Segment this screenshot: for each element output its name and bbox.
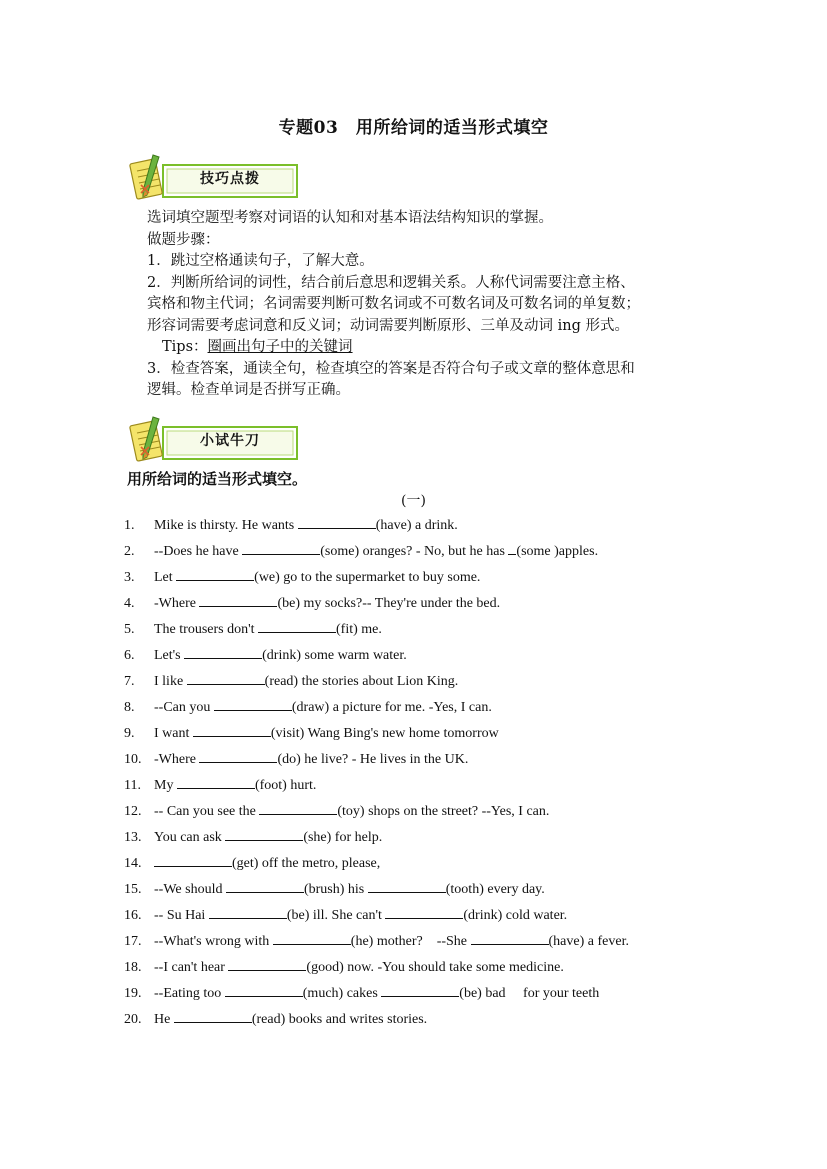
question-text: (be) my socks?-- They're under the bed. xyxy=(277,596,501,611)
question-text: (he) mother? --She xyxy=(350,934,471,949)
answer-blank[interactable] xyxy=(209,905,287,919)
intro-line: 做题步骤： xyxy=(147,231,220,248)
question-number: 13. xyxy=(124,830,142,845)
question-text: (fit) me. xyxy=(336,622,382,637)
question-text: --What's wrong with xyxy=(154,934,273,949)
answer-blank[interactable] xyxy=(298,515,376,529)
question-text: -- Can you see the xyxy=(154,804,260,819)
question-text: (read) books and writes stories. xyxy=(251,1012,428,1027)
question-text: (be) bad for your teeth xyxy=(459,986,600,1001)
question-item xyxy=(124,697,629,723)
answer-blank[interactable] xyxy=(176,567,254,581)
question-item xyxy=(124,593,629,619)
question-item xyxy=(124,827,629,853)
question-number: 19. xyxy=(124,986,142,1001)
answer-blank[interactable] xyxy=(385,905,463,919)
question-text: (brush) his xyxy=(303,882,368,897)
question-item xyxy=(124,1009,629,1035)
question-number: 6. xyxy=(124,648,135,663)
question-item xyxy=(124,645,629,671)
question-text: I want xyxy=(154,726,193,741)
question-item xyxy=(124,515,629,541)
question-text: The trousers don't xyxy=(154,622,259,637)
question-text: (we) go to the supermarket to buy some. xyxy=(254,570,481,585)
answer-blank[interactable] xyxy=(214,697,292,711)
answer-blank[interactable] xyxy=(273,931,351,945)
question-item xyxy=(124,749,629,775)
tips-label: Tips： xyxy=(162,339,208,355)
answer-blank[interactable] xyxy=(381,983,459,997)
banner-label: 小试牛刀 xyxy=(200,433,260,449)
question-text: (do) he live? - He lives in the UK. xyxy=(277,752,469,767)
question-text: You can ask xyxy=(154,830,226,845)
question-text: -Where xyxy=(154,596,200,611)
question-text: Let xyxy=(154,570,177,585)
question-item xyxy=(124,957,629,983)
question-text: (much) cakes xyxy=(302,986,382,1001)
question-item xyxy=(124,905,629,931)
question-text: (draw) a picture for me. -Yes, I can. xyxy=(291,700,492,715)
answer-blank[interactable] xyxy=(184,645,262,659)
answer-blank[interactable] xyxy=(174,1009,252,1023)
answer-blank[interactable] xyxy=(259,801,337,815)
question-text: He xyxy=(154,1012,174,1027)
section-banner-practice xyxy=(127,415,299,465)
answer-blank[interactable] xyxy=(199,593,277,607)
answer-blank[interactable] xyxy=(225,827,303,841)
question-text: (visit) Wang Bing's new home tomorrow xyxy=(270,726,499,741)
question-number: 12. xyxy=(124,804,142,819)
question-text: (some )apples. xyxy=(516,544,599,559)
question-number: 1. xyxy=(124,518,135,533)
question-number: 16. xyxy=(124,908,142,923)
answer-blank[interactable] xyxy=(242,541,320,555)
question-item xyxy=(124,567,629,593)
question-number: 9. xyxy=(124,726,135,741)
question-text: --Eating too xyxy=(154,986,225,1001)
question-number: 7. xyxy=(124,674,135,689)
answer-blank[interactable] xyxy=(193,723,271,737)
question-text: (have) a drink. xyxy=(375,518,458,533)
part-label: (一) xyxy=(401,493,426,509)
question-text: (she) for help. xyxy=(303,830,383,845)
section-banner-tips xyxy=(127,153,299,203)
intro-line: 宾格和物主代词；名词需要判断可数名词或不可数名词及可数名词的单复数； xyxy=(147,296,640,312)
intro-line: 形容词需要考虑词意和反义词；动词需要判断原形、三单及动词 ing 形式。 xyxy=(147,317,629,334)
page-title: 专题03 用所给词的适当形式填空 xyxy=(278,118,549,138)
answer-blank[interactable] xyxy=(228,957,306,971)
question-item xyxy=(124,671,629,697)
question-number: 17. xyxy=(124,934,142,949)
question-number: 20. xyxy=(124,1012,142,1027)
question-text: (read) the stories about Lion King. xyxy=(264,674,459,689)
question-number: 18. xyxy=(124,960,142,975)
question-number: 15. xyxy=(124,882,142,897)
exercise-heading: 用所给词的适当形式填空。 xyxy=(127,470,308,488)
question-number: 5. xyxy=(124,622,135,637)
question-text: (drink) cold water. xyxy=(463,908,568,923)
question-text: My xyxy=(154,778,177,793)
question-text: Let's xyxy=(154,648,185,663)
answer-blank[interactable] xyxy=(368,879,446,893)
tips-line xyxy=(147,337,717,359)
intro-line: 选词填空题型考察对词语的认知和对基本语法结构知识的掌握。 xyxy=(147,210,553,226)
question-number: 14. xyxy=(124,856,142,871)
intro-line: 1．跳过空格通读句子，了解大意。 xyxy=(147,253,374,269)
question-text: (good) now. -You should take some medicine. xyxy=(306,960,564,975)
question-list xyxy=(124,515,629,1035)
answer-blank[interactable] xyxy=(199,749,277,763)
intro-line: 2．判断所给词的词性，结合前后意思和逻辑关系。人称代词需要注意主格、 xyxy=(147,274,635,291)
question-item xyxy=(124,879,629,905)
question-number: 10. xyxy=(124,752,142,767)
question-number: 2. xyxy=(124,544,135,559)
question-text: Mike is thirsty. He wants xyxy=(154,518,298,533)
question-text: -- Su Hai xyxy=(154,908,209,923)
intro-line: 3．检查答案，通读全句，检查填空的答案是否符合句子或文章的整体意思和 xyxy=(147,360,635,377)
banner-label: 技巧点拨 xyxy=(200,171,260,187)
question-item xyxy=(124,983,629,1009)
question-text: (have) a fever. xyxy=(548,934,629,949)
question-item xyxy=(124,853,629,879)
answer-blank[interactable] xyxy=(258,619,336,633)
intro-text xyxy=(147,208,717,402)
question-number: 11. xyxy=(124,778,141,793)
answer-blank[interactable] xyxy=(225,983,303,997)
answer-blank[interactable] xyxy=(187,671,265,685)
question-text: --Does he have xyxy=(154,544,243,559)
question-number: 8. xyxy=(124,700,135,715)
intro-line: 逻辑。检查单词是否拼写正确。 xyxy=(147,382,350,398)
question-text: (some) oranges? - No, but he has xyxy=(320,544,509,559)
question-item xyxy=(124,619,629,645)
question-text: --Can you xyxy=(154,700,214,715)
answer-blank[interactable] xyxy=(177,775,255,789)
question-text: (be) ill. She can't xyxy=(286,908,386,923)
question-text: --We should xyxy=(154,882,226,897)
answer-blank[interactable] xyxy=(471,931,549,945)
question-number: 3. xyxy=(124,570,135,585)
answer-blank[interactable] xyxy=(226,879,304,893)
question-item xyxy=(124,801,629,827)
answer-blank[interactable] xyxy=(154,853,232,867)
question-text: (toy) shops on the street? --Yes, I can. xyxy=(337,804,550,819)
question-text: (tooth) every day. xyxy=(445,882,545,897)
question-text: -Where xyxy=(154,752,200,767)
question-number: 4. xyxy=(124,596,135,611)
question-text: (foot) hurt. xyxy=(254,778,317,793)
question-item xyxy=(124,723,629,749)
question-text: (drink) some warm water. xyxy=(262,648,407,663)
tips-text: 圈画出句子中的关键词 xyxy=(207,339,353,355)
question-item xyxy=(124,775,629,801)
question-item xyxy=(124,541,629,567)
question-text: (get) off the metro, please, xyxy=(232,856,381,871)
question-text: --I can't hear xyxy=(154,960,229,975)
question-text: I like xyxy=(154,674,187,689)
question-item xyxy=(124,931,629,957)
